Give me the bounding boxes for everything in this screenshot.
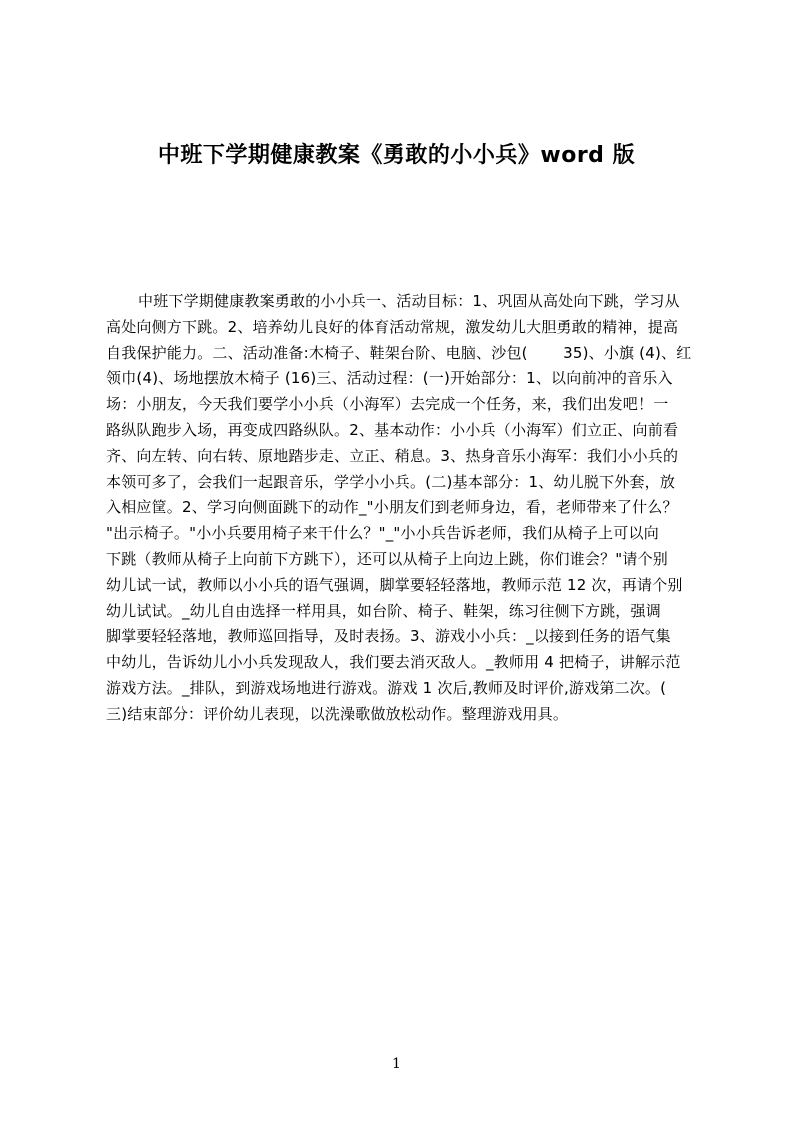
body-line: 三)结束部分：评价幼儿表现，以洗澡歌做放松动作。整理游戏用具。 <box>106 704 569 723</box>
body-line: 本领可多了，会我们一起跟音乐，学学小小兵。(二)基本部分：1、幼儿脱下外套，放 <box>106 472 676 491</box>
page-number: 1 <box>392 1056 401 1072</box>
body-line: 场：小朋友，今天我们要学小小兵（小海军）去完成一个任务，来，我们出发吧！一 <box>106 395 669 414</box>
body-line: 领巾(4)、场地摆放木椅子 (16)三、活动过程：(一)开始部分：1、以向前冲的音乐入 <box>106 369 673 388</box>
body-line: 幼儿试试。_幼儿自由选择一样用具，如台阶、椅子、鞋架，练习往侧下方跳，强调 <box>106 601 661 620</box>
body-line: 游戏方法。_排队，到游戏场地进行游戏。游戏 1 次后,教师及时评价,游戏第二次。( <box>106 678 667 697</box>
document-title: 中班下学期健康教案《勇敢的小小兵》word 版 <box>157 143 636 168</box>
body-line: 中班下学期健康教案勇敢的小小兵一、活动目标：1、巩固从高处向下跳，学习从 <box>138 292 680 310</box>
body-line: 入相应筐。2、学习向侧面跳下的动作_"小朋友们到老师身边，看，老师带来了什么？ <box>106 498 678 517</box>
body-line: 幼儿试一试，教师以小小兵的语气强调，脚掌要轻轻落地，教师示范 12 次，再请个别 <box>106 575 683 594</box>
body-line: "出示椅子。"小小兵要用椅子来干什么？"_"小小兵告诉老师，我们从椅子上可以向 <box>106 524 659 543</box>
body-line: 自我保护能力。二、活动准备:木椅子、鞋架台阶、电脑、沙包( 35)、小旗 (4)、红 <box>106 343 692 362</box>
body-line: 中幼儿，告诉幼儿小小兵发现敌人，我们要去消灭敌人。_教师用 4 把椅子，讲解示范 <box>106 653 681 672</box>
body-line: 齐、向左转、向右转、原地踏步走、立正、稍息。3、热身音乐小海军：我们小小兵的 <box>106 446 679 465</box>
body-line: 高处向侧方下跳。2、培养幼儿良好的体育活动常规，激发幼儿大胆勇敢的精神，提高 <box>106 317 679 336</box>
body-line: 下跳（教师从椅子上向前下方跳下），还可以从椅子上向边上跳，你们谁会？"请个别 <box>106 549 669 568</box>
body-line: 路纵队跑步入场，再变成四路纵队。2、基本动作：小小兵（小海军）们立正、向前看 <box>106 420 679 439</box>
body-line: 脚掌要轻轻落地，教师巡回指导，及时表扬。3、游戏小小兵：_以接到任务的语气集 <box>106 627 671 646</box>
document-body <box>106 289 708 749</box>
